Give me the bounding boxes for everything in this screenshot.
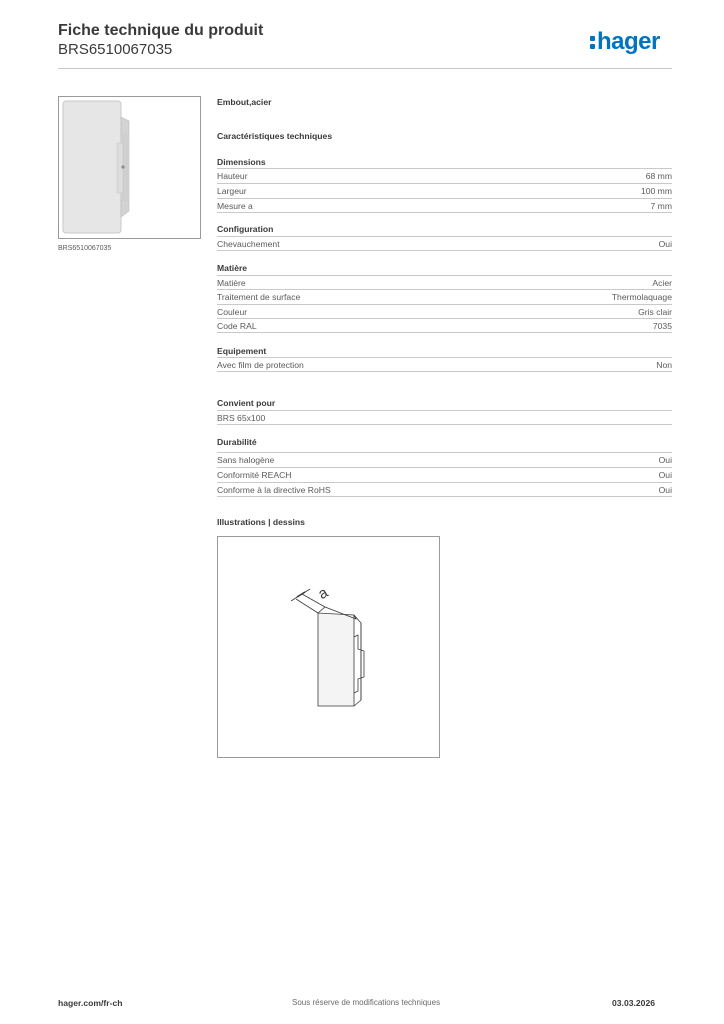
spec-row xyxy=(217,168,672,183)
header-divider xyxy=(58,68,672,69)
illustrations-title: Illustrations | dessins xyxy=(217,517,305,527)
footer-website-link[interactable]: hager.com/fr-ch xyxy=(58,998,123,1008)
spec-value: Acier xyxy=(652,278,672,288)
spec-value: Oui xyxy=(658,485,672,495)
spec-label: Matière xyxy=(217,278,246,288)
section-configuration-title: Configuration xyxy=(217,224,274,234)
section-dimensions-title: Dimensions xyxy=(217,157,266,167)
spec-row xyxy=(217,482,672,497)
spec-row xyxy=(217,304,672,319)
spec-row xyxy=(217,198,672,213)
spec-value: Oui xyxy=(658,455,672,465)
spec-row xyxy=(217,183,672,198)
product-image-caption: BRS6510067035 xyxy=(58,245,112,252)
spec-label: Conformité REACH xyxy=(217,470,292,480)
end-cap-product-icon xyxy=(59,97,200,238)
logo-text: hager xyxy=(597,28,660,55)
spec-label: Sans halogène xyxy=(217,455,275,465)
footer-notice: Sous réserve de modifications techniques xyxy=(292,998,441,1007)
spec-row xyxy=(217,357,672,372)
spec-value: 100 mm xyxy=(640,186,672,196)
spec-row xyxy=(217,318,672,333)
spec-row xyxy=(217,289,672,304)
spec-row xyxy=(217,410,672,425)
product-reference: BRS6510067035 xyxy=(58,41,173,58)
dimension-drawing-icon xyxy=(218,537,439,757)
hager-logo[interactable] xyxy=(590,27,660,57)
section-equipment-title: Equipement xyxy=(217,346,267,356)
section-durability-title: Durabilité xyxy=(217,437,257,447)
spec-label: Traitement de surface xyxy=(217,292,301,302)
spec-label: Chevauchement xyxy=(217,239,280,249)
page-title: Fiche technique du produit xyxy=(58,22,264,39)
section-material-title: Matière xyxy=(217,263,248,273)
dimension-label: a xyxy=(315,584,332,603)
spec-label: Avec film de protection xyxy=(217,360,304,370)
spec-label: Couleur xyxy=(217,307,248,317)
spec-label: BRS 65x100 xyxy=(217,413,266,423)
spec-label: Largeur xyxy=(217,186,247,196)
spec-value: Non xyxy=(656,360,672,370)
spec-value: 7 mm xyxy=(650,201,672,211)
spec-label: Conforme à la directive RoHS xyxy=(217,485,331,495)
product-name: Embout,acier xyxy=(217,97,272,107)
spec-label: Mesure a xyxy=(217,201,253,211)
spec-row xyxy=(217,275,672,290)
section-compatible-title: Convient pour xyxy=(217,398,276,408)
footer-date: 03.03.2026 xyxy=(612,998,656,1008)
spec-value: Gris clair xyxy=(638,307,672,317)
technical-drawing xyxy=(217,536,440,758)
spec-value: Thermolaquage xyxy=(611,292,672,302)
spec-label: Code RAL xyxy=(217,321,257,331)
spec-row xyxy=(217,452,672,467)
spec-value: 68 mm xyxy=(645,171,672,181)
product-image xyxy=(58,96,201,239)
spec-row xyxy=(217,467,672,482)
spec-value: Oui xyxy=(658,470,672,480)
spec-row xyxy=(217,236,672,251)
spec-value: 7035 xyxy=(652,321,672,331)
spec-label: Hauteur xyxy=(217,171,248,181)
specs-title: Caractéristiques techniques xyxy=(217,131,333,141)
spec-value: Oui xyxy=(658,239,672,249)
logo-dots-icon xyxy=(590,33,595,51)
